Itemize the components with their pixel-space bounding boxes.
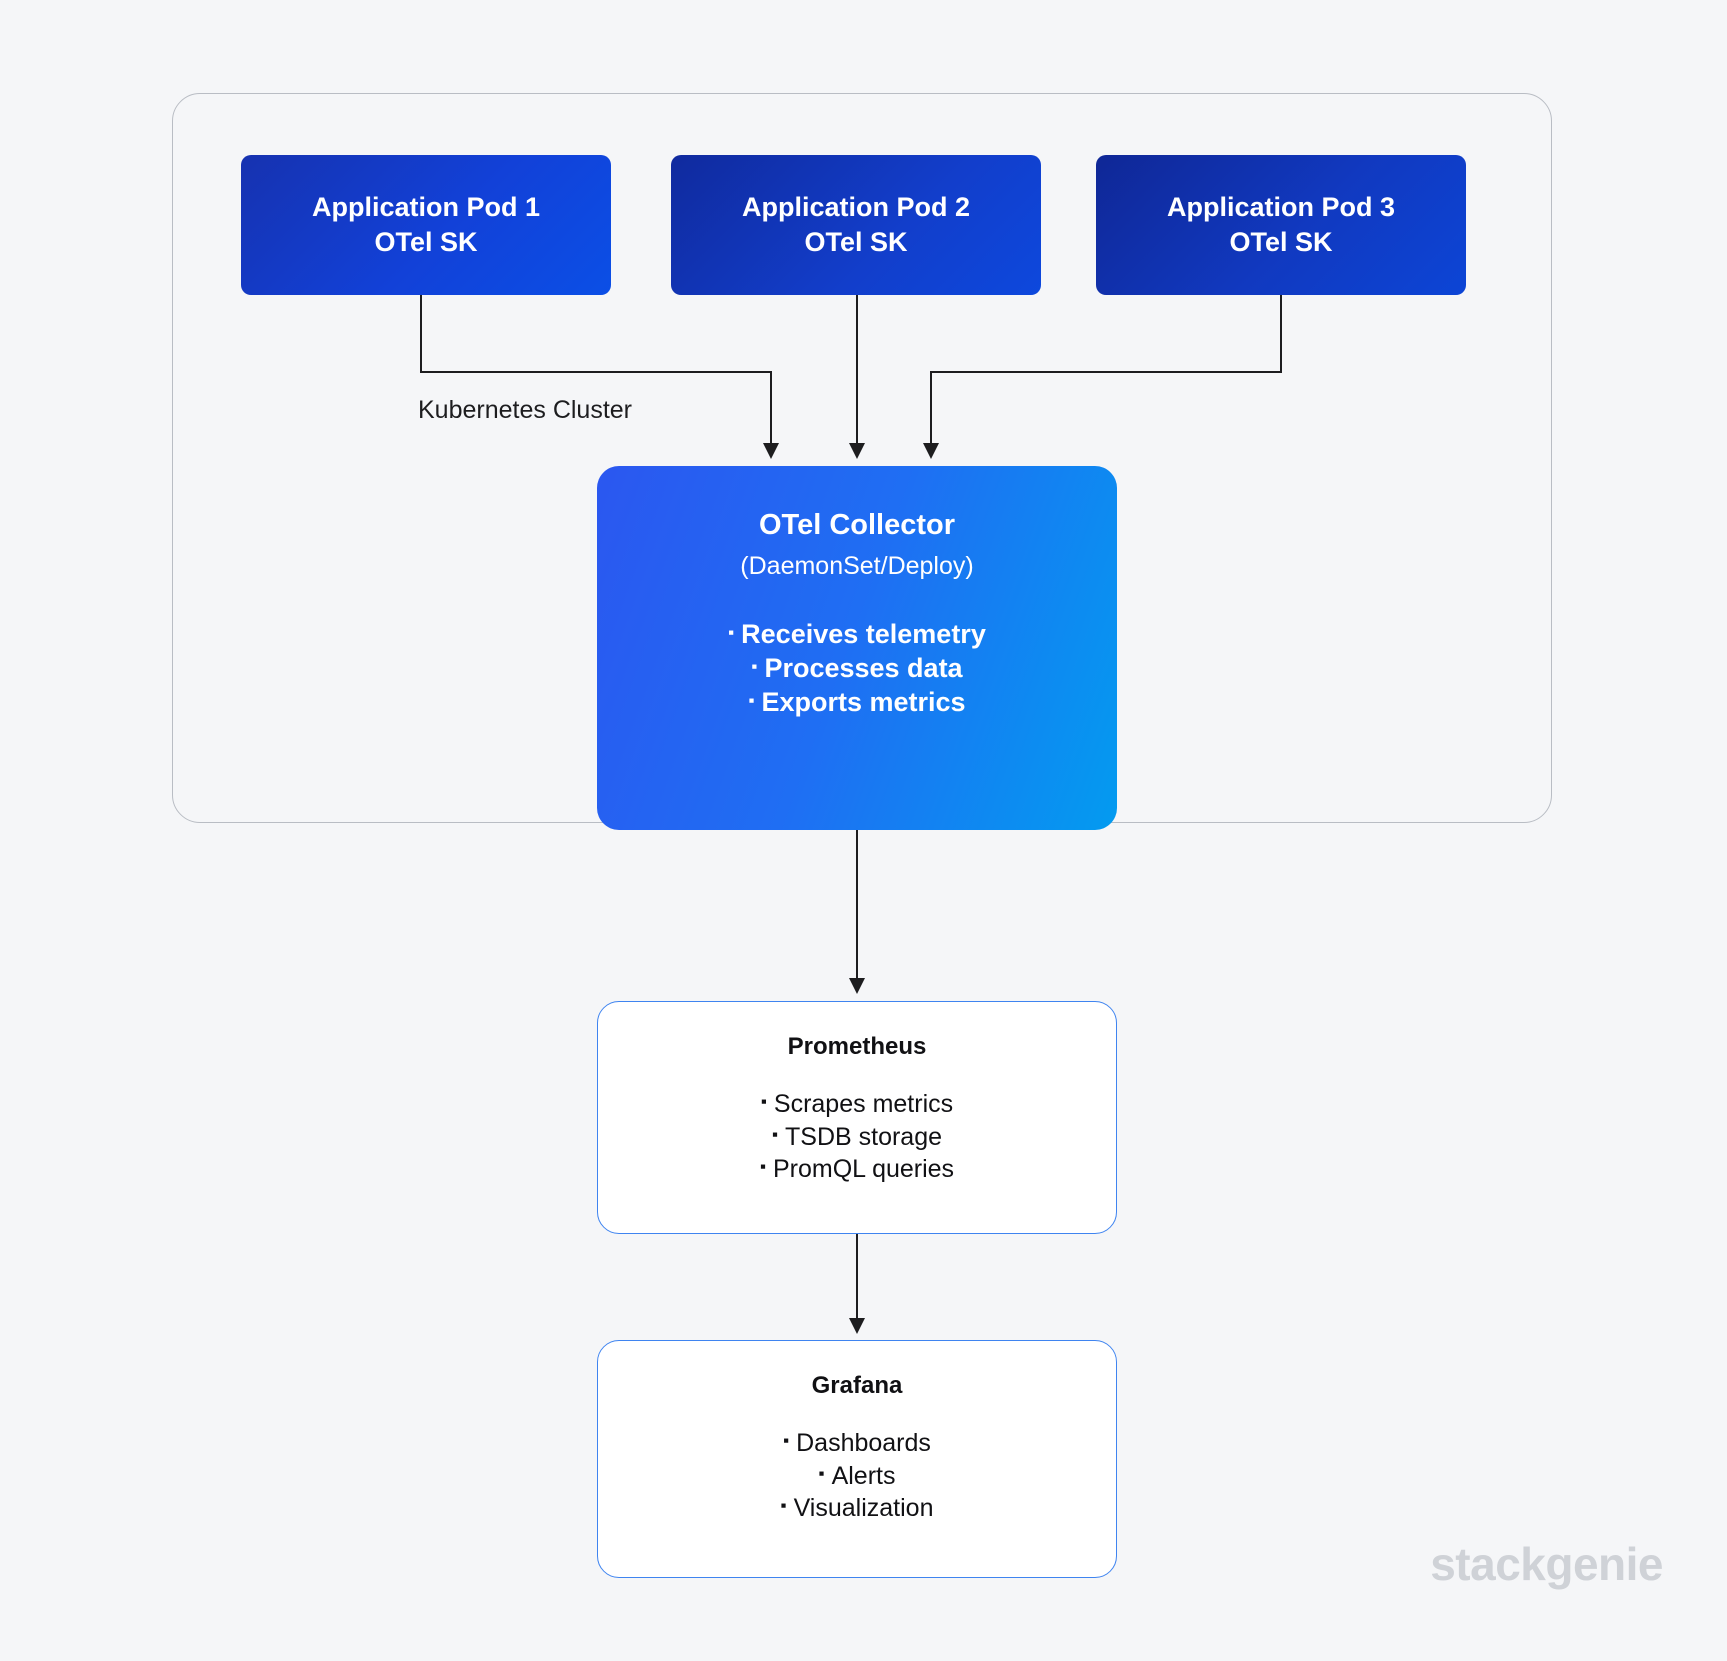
prometheus-feature-item <box>598 1153 1116 1186</box>
bullet-icon: ▪ <box>783 1431 790 1451</box>
prometheus-feature-label: PromQL queries <box>772 1155 955 1183</box>
grafana-title: Grafana <box>811 1372 903 1399</box>
collector-subtitle: (DaemonSet/Deploy) <box>740 551 974 580</box>
node-application-pod-3[interactable] <box>1096 155 1466 295</box>
pod-1-sdk: OTel SK <box>374 227 478 257</box>
stackgenie-watermark: stackgenie <box>1430 1538 1663 1590</box>
node-application-pod-1[interactable] <box>241 155 611 295</box>
collector-title: OTel Collector <box>758 509 956 541</box>
grafana-feature-item <box>598 1460 1116 1493</box>
node-grafana[interactable] <box>597 1340 1117 1578</box>
bullet-icon: ▪ <box>818 1463 825 1483</box>
pod-2-sdk: OTel SK <box>804 227 908 257</box>
node-application-pod-2[interactable] <box>671 155 1041 295</box>
node-otel-collector[interactable] <box>597 466 1117 830</box>
prometheus-feature-item <box>598 1088 1116 1121</box>
prometheus-feature-label: Scrapes metrics <box>773 1090 954 1118</box>
grafana-feature-label: Alerts <box>831 1461 896 1490</box>
node-prometheus[interactable] <box>597 1001 1117 1234</box>
bullet-icon: ▪ <box>751 657 758 677</box>
grafana-feature-label: Dashboards <box>796 1429 931 1457</box>
collector-feature-list <box>597 617 1117 720</box>
collector-feature-label: Processes data <box>764 653 963 684</box>
prometheus-feature-item <box>598 1121 1116 1154</box>
prometheus-feature-label: TSDB storage <box>785 1122 943 1151</box>
bullet-icon: ▪ <box>759 1157 766 1177</box>
grafana-feature-label: Visualization <box>793 1494 934 1522</box>
kubernetes-cluster-label: Kubernetes Cluster <box>418 396 633 424</box>
bullet-icon: ▪ <box>771 1124 778 1144</box>
prometheus-feature-list <box>598 1088 1116 1186</box>
pod-3-title: Application Pod 3 <box>1166 192 1395 223</box>
bullet-icon: ▪ <box>760 1092 767 1112</box>
bullet-icon: ▪ <box>748 691 755 711</box>
grafana-feature-list <box>598 1427 1116 1525</box>
grafana-feature-item <box>598 1492 1116 1525</box>
prometheus-title: Prometheus <box>787 1033 927 1060</box>
collector-feature-item <box>597 651 1117 685</box>
collector-feature-item <box>597 685 1117 719</box>
pod-2-title: Application Pod 2 <box>741 192 970 223</box>
grafana-feature-item <box>598 1427 1116 1460</box>
pod-1-title: Application Pod 1 <box>311 192 540 223</box>
bullet-icon: ▪ <box>780 1496 787 1516</box>
collector-feature-item <box>597 617 1117 651</box>
collector-feature-label: Receives telemetry <box>741 618 986 649</box>
collector-feature-label: Exports metrics <box>761 687 966 718</box>
pod-3-sdk: OTel SK <box>1229 227 1333 257</box>
bullet-icon: ▪ <box>728 622 735 642</box>
